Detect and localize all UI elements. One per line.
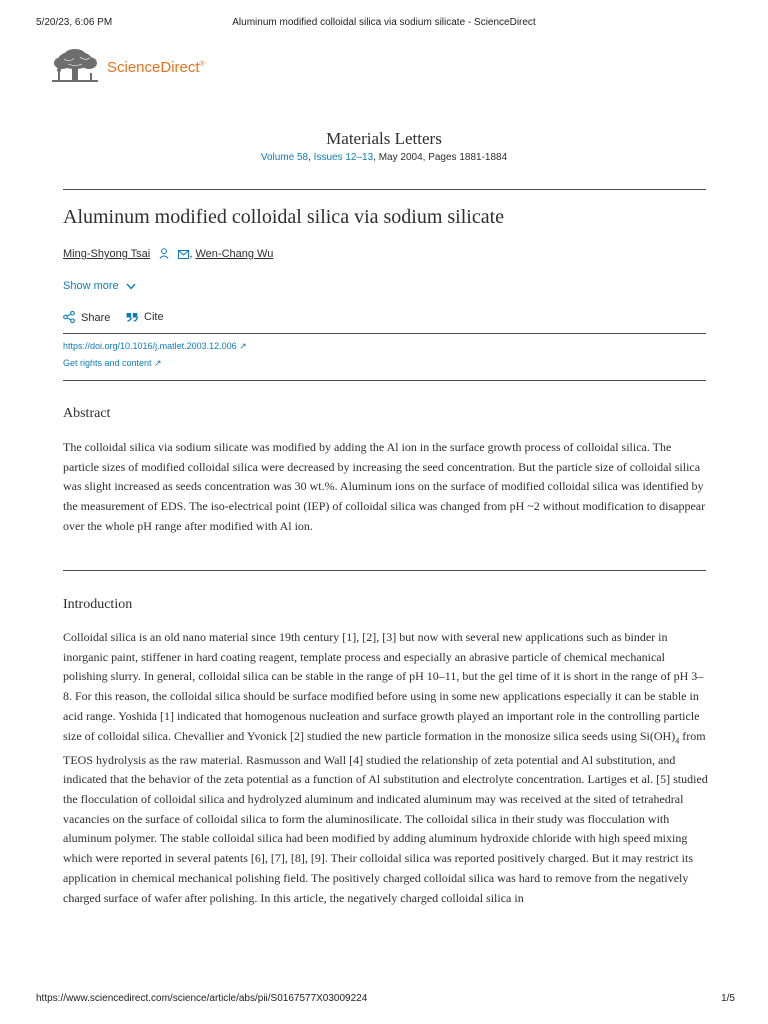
print-url: https://www.sciencedirect.com/science/article/abs/pii/S0167577X03009224 (36, 993, 368, 1004)
introduction-paragraph (63, 628, 709, 908)
introduction-text (63, 628, 709, 908)
issues-separator: , (308, 152, 314, 163)
formula-si-oh4: $Si(OH)_4$ (639, 728, 680, 745)
share-label: Share (81, 312, 111, 324)
share-icon (63, 311, 75, 323)
print-page-number: 1/5 (721, 993, 735, 1004)
article-title: Aluminum modified colloidal silica via sodium silicate (63, 206, 505, 228)
abstract-heading: Abstract (63, 406, 111, 421)
brand-name: ScienceDirect® (107, 59, 205, 76)
doi-link[interactable]: https://doi.org/10.1016/j.matlet.2003.12.006 ↗ (63, 341, 247, 351)
show-more-button[interactable] (63, 280, 136, 292)
abstract-paragraph: The colloidal silica via sodium silicate was modified by adding the Al ion in the surface growth process of colloidal silica. The particle sizes of modified colloidal silica were decreased by increasing the seed concentration. But the particle size of colloidal silica was slight increased as seeds concentration was 30 wt.%. Aluminum ions on the surface of modified colloidal silica was identified by the measurement of EDS. The iso-electrical point (IEP) of colloidal silica was changed from pH ~2 without modification to disappear over the whole pH range after modified with Al ion. (63, 440, 706, 533)
divider (63, 189, 706, 190)
abstract-text (63, 438, 709, 537)
print-page-title: Aluminum modified colloidal silica via sodium silicate - ScienceDirect (232, 17, 536, 28)
cite-button[interactable] (126, 311, 164, 323)
show-more-label: Show more (63, 280, 119, 292)
intro-text-part-2: from TEOS hydrolysis as the raw material. Rasmusson and Wall [4] studied the relationship of zeta potential and Al substitution, and indicated that the behavior of the zeta potential as a function of Al substitution and electrolyte concentration. Lartiges et al. [5] studied the flocculation of colloidal silica and hydrolyzed aluminum and indicated aluminum may was received at the sited of tetrahedral vacancies on the surface of colloidal silica to form the aluminosilicate. The colloidal silica in their study was flocculation with aluminum polymer. The stable colloidal silica had been modified by adding aluminum hydroxide chloride with high speed mixing which were reported in several patents [6], [7], [8], [9]. Their colloidal silica was reported positively charged. But it may restrict its application in chemical mechanical polishing field. The positively charged colloidal silica was hard to remove from the negatively charged surface of wafer after polishing. In this article, the negatively charged colloidal silica in (63, 728, 708, 905)
person-icon[interactable] (159, 248, 169, 259)
cite-label: Cite (144, 311, 164, 323)
divider (63, 333, 706, 334)
rights-link[interactable]: Get rights and content ↗ (63, 358, 162, 368)
introduction-heading: Introduction (63, 597, 133, 612)
issues-link[interactable]: Issues 12–13 (313, 152, 374, 163)
chevron-down-icon (126, 283, 136, 290)
registered-mark: ® (199, 61, 205, 68)
author-separator: , (189, 248, 193, 260)
share-button[interactable] (63, 311, 110, 324)
publication-info (0, 152, 768, 163)
divider (63, 380, 706, 381)
elsevier-tree-icon (50, 49, 102, 85)
print-header (0, 17, 768, 31)
quote-icon (126, 312, 138, 322)
author-list (63, 248, 273, 260)
print-footer (0, 993, 768, 1007)
author-link[interactable]: Ming-Shyong Tsai (63, 248, 151, 260)
intro-text-part-1: Colloidal silica is an old nano material since 19th century [1], [2], [3] but now with several new applications such as binder in inorganic paint, stiffener in hard coating reagent, template process and especially an abrasive particle of chemical mechanical polishing slurry. In general, colloidal silica can be stable in the range of pH 10–11, but the gel time of it is short in the range of pH 3–8. For this reason, the colloidal silica should be surface modified before using in some new applications especially it can be stable in acid range. Yoshida [1] indicated that homogenous nucleation and surface growth played an important role in the controlling particle size of colloidal silica. Chevallier and Yvonick [2] studied the new particle formation in the monosize silica seeds using (63, 630, 704, 743)
divider (63, 570, 706, 571)
journal-name[interactable]: Materials Letters (326, 129, 442, 148)
formula-subscript: 4 (675, 735, 680, 745)
volume-link[interactable]: Volume 58 (260, 152, 309, 163)
print-datetime: 5/20/23, 6:06 PM (36, 17, 113, 28)
publication-details: , May 2004, Pages 1881-1884 (373, 152, 508, 163)
mail-icon[interactable] (178, 250, 189, 259)
author-link[interactable]: Wen-Chang Wu (195, 248, 274, 260)
